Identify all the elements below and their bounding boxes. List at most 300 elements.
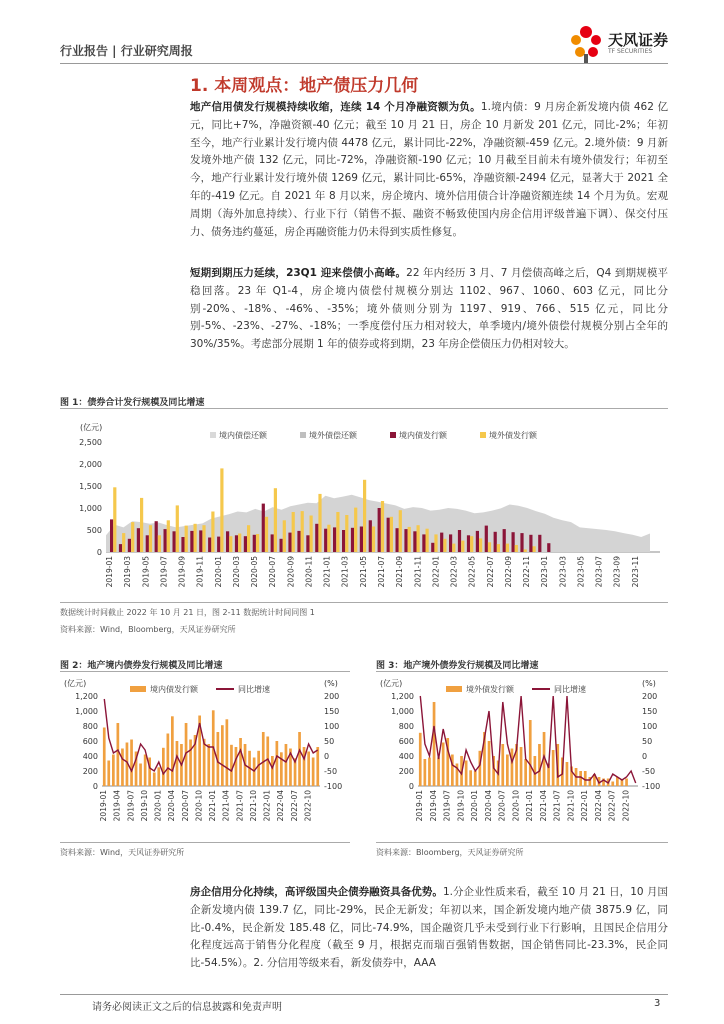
chart1-xtick-label: 2022-03 xyxy=(449,556,459,588)
chart1-overseas-issue-bar xyxy=(506,544,509,552)
chart1-overseas-issue-bar xyxy=(211,512,214,553)
chart2-xtick-label: 2021-07 xyxy=(235,790,245,822)
chart2-issue-bar xyxy=(239,738,242,786)
section-title: 1. 本周观点：地产债压力几何 xyxy=(190,76,419,96)
chart2-xtick-label: 2021-10 xyxy=(248,790,258,822)
chart1-domestic-issue-bar xyxy=(547,543,550,552)
chart3-xtick-label: 2020-07 xyxy=(497,790,507,822)
chart2-ylabel-left: (亿元) xyxy=(64,679,87,688)
chart3-issue-bar xyxy=(611,782,614,787)
chart1-xtick-label: 2023-05 xyxy=(576,556,586,588)
chart1-overseas-issue-bar xyxy=(265,517,268,552)
chart1-overseas-issue-bar xyxy=(167,520,170,552)
chart2-xtick-label: 2019-04 xyxy=(112,790,122,822)
chart3-issue-bar xyxy=(621,780,624,786)
chart3-issue-bar xyxy=(529,720,532,786)
chart1-overseas-issue-bar xyxy=(381,501,384,552)
chart1-overseas-issue-bar xyxy=(301,511,304,552)
chart3-xtick-label: 2022-07 xyxy=(607,790,617,822)
chart3-ytick-right: 0 xyxy=(642,752,648,761)
chart1-xtick-label: 2021-03 xyxy=(340,556,350,588)
chart2-issue-bar xyxy=(139,764,142,787)
chart2-ytick-left: 600 xyxy=(82,737,98,746)
chart1-overseas-issue-bar xyxy=(238,534,241,553)
paragraph-1-lead: 地产信用债发行规模持续收缩，连续 14 个月净融资额为负。 xyxy=(190,101,481,113)
figure-1-top-rule xyxy=(60,408,668,409)
chart1-overseas-issue-bar xyxy=(149,525,152,552)
figure-2-source: 资料来源：Wind，天风证券研究所 xyxy=(60,848,185,857)
chart1-overseas-issue-bar xyxy=(292,512,295,552)
chart3-ytick-left: 1,200 xyxy=(391,692,414,701)
chart3-xtick-label: 2021-04 xyxy=(538,790,548,822)
paragraph-3-lead: 房企信用分化持续，高评级国央企债券融资具备优势。 xyxy=(190,886,443,898)
chart1-domestic-issue-bar xyxy=(253,535,256,552)
chart3-ytick-right: 200 xyxy=(642,692,658,701)
chart1-legend-swatch xyxy=(300,432,306,438)
chart1-legend-label: 境外债偿还额 xyxy=(309,431,357,440)
chart1-domestic-issue-bar xyxy=(146,535,149,552)
chart1-overseas-issue-bar xyxy=(470,536,473,552)
chart1-ytick-label: 2,000 xyxy=(79,460,102,469)
chart1-xtick-label: 2023-03 xyxy=(558,556,568,588)
chart1-domestic-issue-bar xyxy=(520,533,523,552)
chart3-ylabel-right: (%) xyxy=(642,679,656,688)
chart2-issue-bar xyxy=(117,723,120,786)
chart2-issue-bar xyxy=(171,716,174,786)
chart1-overseas-issue-bar xyxy=(479,538,482,552)
chart2-issue-bar xyxy=(189,740,192,787)
chart1-domestic-issue-bar xyxy=(342,530,345,552)
chart2-issue-bar xyxy=(307,752,310,787)
chart2-ytick-left: 800 xyxy=(82,722,98,731)
chart1-xtick-label: 2022-09 xyxy=(503,556,513,588)
chart3-issue-bar xyxy=(424,759,427,786)
chart2-issue-bar xyxy=(257,751,260,786)
chart2-issue-bar xyxy=(144,755,147,787)
chart3-ylabel-left: (亿元) xyxy=(380,679,403,688)
chart1-overseas-issue-bar xyxy=(274,488,277,552)
chart2-ytick-right: 0 xyxy=(324,752,330,761)
chart1-domestic-issue-bar xyxy=(190,531,193,552)
chart3-xtick-label: 2019-04 xyxy=(428,790,438,822)
chart1-legend-label: 境内债发行额 xyxy=(399,431,447,440)
chart2-ytick-right: 200 xyxy=(324,692,340,701)
chart1-domestic-issue-bar xyxy=(494,532,497,552)
figure-3-source: 资料来源：Bloomberg，天风证券研究所 xyxy=(376,848,524,857)
chart1-domestic-issue-bar xyxy=(208,538,211,553)
chart1-xtick-label: 2019-09 xyxy=(177,556,187,588)
chart1-domestic-issue-bar xyxy=(137,528,140,552)
chart2-ytick-left: 1,200 xyxy=(75,692,98,701)
paragraph-2-body: 22 年内经历 3 月、7 月偿债高峰之后，Q4 到期规模平稳回落。23 年 Q1-4，房企境内债偿付规模分别达 1102、967、1060、603 亿元，同比分别-20%、-18%、-46%、-35%；境外债则分别为 1197、919、766、515 亿元，同比分别-5%、-23%、-27%、-18%；一季度偿付压力相对较大，单季境内/境外债偿付规模分别占全年的 30%/35%。考虑部分展期 1 年的债券或将到期，23 年房企偿债压力仍相对较大。 xyxy=(190,267,669,351)
chart3-xtick-label: 2019-01 xyxy=(415,790,424,822)
chart1-domestic-issue-bar xyxy=(110,519,113,552)
footer-divider xyxy=(60,994,668,995)
chart3-xtick-label: 2022-04 xyxy=(593,790,603,822)
chart1-xtick-label: 2019-07 xyxy=(159,556,169,588)
chart2-issue-bar xyxy=(221,725,224,786)
chart1-domestic-issue-bar xyxy=(235,535,238,552)
chart2-issue-bar xyxy=(230,745,233,786)
chart1-xtick-label: 2023-09 xyxy=(612,556,622,588)
chart1-domestic-issue-bar xyxy=(288,533,291,552)
chart1-overseas-issue-bar xyxy=(452,544,455,552)
chart1-domestic-issue-bar xyxy=(512,532,515,552)
chart1-domestic-issue-bar xyxy=(485,526,488,552)
chart1-domestic-issue-bar xyxy=(396,528,399,552)
chart2-issue-bar xyxy=(107,761,110,787)
chart1-domestic-issue-bar xyxy=(467,535,470,552)
chart1-domestic-issue-bar xyxy=(164,529,167,552)
chart1-xtick-label: 2019-11 xyxy=(195,556,205,588)
chart2-issue-bar xyxy=(162,748,165,786)
chart1-ytick-label: 1,000 xyxy=(79,504,102,513)
chart1-xtick-label: 2022-05 xyxy=(467,556,477,588)
chart1-domestic-issue-bar xyxy=(315,524,318,552)
chart3-xtick-label: 2020-10 xyxy=(511,790,521,822)
chart1-overseas-issue-bar xyxy=(426,529,429,552)
chart1-overseas-issue-bar xyxy=(202,525,205,552)
figure-1-bottom-rule xyxy=(60,602,668,603)
chart1-domestic-issue-bar xyxy=(449,534,452,552)
chart2-xtick-label: 2021-04 xyxy=(221,790,231,822)
flower-logo-icon xyxy=(566,22,606,66)
figure-1-title: 图 1：债券合计发行规模及同比增速 xyxy=(60,398,205,408)
chart3-ytick-left: 800 xyxy=(398,722,414,731)
chart1-xtick-label: 2020-01 xyxy=(213,556,223,588)
chart1-overseas-issue-bar xyxy=(372,527,375,553)
chart1-overseas-issue-bar xyxy=(497,544,500,552)
chart1-ytick-label: 500 xyxy=(86,526,102,535)
chart1-domestic-issue-bar xyxy=(128,539,131,552)
chart2-xtick-label: 2022-10 xyxy=(303,790,313,822)
chart1-overseas-issue-bar xyxy=(176,505,179,552)
chart1-domestic-issue-bar xyxy=(280,539,283,552)
chart3-issue-bar xyxy=(428,758,431,787)
chart3-ytick-right: 50 xyxy=(642,737,653,746)
chart1-overseas-issue-bar xyxy=(488,542,491,552)
chart1-domestic-issue-bar xyxy=(119,544,122,552)
chart1-overseas-issue-bar xyxy=(345,515,348,552)
chart3-xtick-label: 2021-10 xyxy=(566,790,576,822)
chart2-ytick-left: 400 xyxy=(82,752,98,761)
chart1-overseas-issue-bar xyxy=(461,541,464,552)
footer-disclaimer: 请务必阅读正文之后的信息披露和免责声明 xyxy=(92,1002,282,1013)
chart1-domestic-issue-bar xyxy=(413,531,416,552)
chart1-domestic-issue-bar xyxy=(181,537,184,552)
chart3-xtick-label: 2022-10 xyxy=(621,790,631,822)
chart1-domestic-issue-bar xyxy=(458,530,461,552)
chart1-legend-swatch xyxy=(480,432,486,438)
chart3-legend-bar-label: 境外债发行额 xyxy=(466,685,514,694)
chart2-issue-bar xyxy=(298,732,301,786)
chart2-issue-bar xyxy=(130,740,133,787)
chart3-xtick-label: 2020-01 xyxy=(470,790,479,822)
chart2-ytick-right: 150 xyxy=(324,707,340,716)
chart1-domestic-issue-bar xyxy=(431,543,434,552)
page-number: 3 xyxy=(654,998,661,1009)
chart1-domestic-issue-bar xyxy=(271,534,274,552)
chart1-domestic-issue-bar xyxy=(422,534,425,552)
chart1-domestic-issue-bar xyxy=(226,531,229,552)
chart1-overseas-issue-bar xyxy=(247,525,250,552)
figure-2-title: 图 2：地产境内债券发行规模及同比增速 xyxy=(60,661,223,671)
chart2-issue-bar xyxy=(112,755,115,787)
chart2-legend-bar-swatch xyxy=(130,686,146,692)
chart1-overseas-issue-bar xyxy=(533,546,536,552)
chart2-issue-bar xyxy=(280,752,283,786)
chart1-ytick-label: 0 xyxy=(96,548,102,557)
chart3-xtick-label: 2022-01 xyxy=(580,790,589,822)
chart3-xtick-label: 2021-07 xyxy=(552,790,562,822)
chart1-ytick-label: 1,500 xyxy=(79,482,102,491)
chart3-issue-bar xyxy=(625,779,628,787)
chart3-issue-bar xyxy=(579,771,582,786)
chart3-ytick-left: 600 xyxy=(398,737,414,746)
chart1-overseas-issue-bar xyxy=(229,536,232,552)
chart2-legend-bar-label: 境内债发行额 xyxy=(150,685,198,694)
chart3-ytick-left: 1,000 xyxy=(391,707,414,716)
chart1-domestic-issue-bar xyxy=(244,536,247,552)
chart1-domestic-issue-bar xyxy=(262,504,265,552)
chart3-ytick-right: -50 xyxy=(642,767,656,776)
figure-3-bottom-rule xyxy=(376,842,668,843)
chart1-xtick-label: 2023-01 xyxy=(540,556,550,588)
chart2-issue-bar xyxy=(235,747,238,786)
chart1-domestic-issue-bar xyxy=(199,530,202,552)
chart2-issue-bar xyxy=(276,741,279,786)
chart1-domestic-issue-bar xyxy=(297,531,300,552)
chart2-ytick-left: 200 xyxy=(82,767,98,776)
chart2-issue-bar xyxy=(271,756,274,786)
chart2-xtick-label: 2019-07 xyxy=(126,790,136,822)
chart1-overseas-issue-bar xyxy=(390,517,393,552)
chart1-legend-label: 境内债偿还额 xyxy=(219,431,267,440)
chart1-overseas-issue-bar xyxy=(354,508,357,552)
chart1-overseas-issue-bar xyxy=(434,534,437,552)
figure-2-bottom-rule xyxy=(60,842,350,843)
chart2-ytick-left: 1,000 xyxy=(75,707,98,716)
figure-1-source: 资料来源：Wind，Bloomberg，天风证券研究所 xyxy=(60,625,236,634)
chart1-domestic-issue-bar xyxy=(155,521,158,552)
chart1-domestic-issue-bar xyxy=(217,537,220,552)
chart3-ytick-left: 400 xyxy=(398,752,414,761)
chart2-issue-bar xyxy=(303,747,306,786)
report-header: 行业报告 | 行业研究周报 xyxy=(60,44,193,58)
chart1-xtick-label: 2019-05 xyxy=(141,556,151,588)
figure-2-top-rule xyxy=(60,671,350,672)
chart3-issue-bar xyxy=(442,743,445,787)
chart3-issue-bar xyxy=(584,771,587,786)
chart1-domestic-issue-bar xyxy=(351,528,354,552)
chart1-xtick-label: 2023-11 xyxy=(630,556,640,588)
chart3-issue-bar xyxy=(474,771,477,786)
chart2-issue-bar xyxy=(176,741,179,786)
chart1-legend-swatch xyxy=(390,432,396,438)
chart3-issue-bar xyxy=(437,758,440,787)
figure-3-top-rule xyxy=(376,671,668,672)
chart1-domestic-issue-bar xyxy=(333,527,336,552)
chart3-issue-bar xyxy=(552,750,555,786)
chart1-domestic-issue-bar xyxy=(369,520,372,552)
chart3-xtick-label: 2019-07 xyxy=(442,790,452,822)
figure-1-note: 数据统计时间截止 2022 年 10 月 21 日，图 2-11 数据统计时间同图 1 xyxy=(60,608,315,617)
chart1-xtick-label: 2021-05 xyxy=(358,556,368,588)
chart1-domestic-issue-bar xyxy=(503,529,506,552)
chart3-issue-bar xyxy=(520,747,523,786)
chart1-xtick-label: 2022-01 xyxy=(431,556,441,588)
chart1-domestic-issue-bar xyxy=(378,508,381,552)
chart2-legend-line-label: 同比增速 xyxy=(238,685,270,694)
chart1-domestic-issue-bar xyxy=(529,535,532,552)
chart2-issue-bar xyxy=(121,749,124,787)
paragraph-2 xyxy=(190,265,668,354)
chart2-issue-bar xyxy=(312,758,315,787)
chart1-domestic-issue-bar xyxy=(360,527,363,553)
chart2-ytick-right: 50 xyxy=(324,737,335,746)
chart1-overseas-issue-bar xyxy=(113,487,116,552)
chart2-ytick-right: -100 xyxy=(324,782,343,791)
logo-name: 天风证券 xyxy=(608,31,669,49)
chart1-overseas-issue-bar xyxy=(327,525,330,552)
chart1-overseas-issue-bar xyxy=(524,549,527,552)
chart1-overseas-issue-bar xyxy=(443,539,446,552)
chart2-xtick-label: 2022-04 xyxy=(276,790,286,822)
chart1-overseas-issue-bar xyxy=(515,545,518,552)
chart1-xtick-label: 2020-11 xyxy=(304,556,314,588)
chart1-overseas-issue-bar xyxy=(417,525,420,552)
chart3-issue-bar xyxy=(566,762,569,786)
chart1-domestic-issue-bar xyxy=(306,535,309,552)
chart1-xtick-label: 2019-03 xyxy=(123,556,133,588)
header-divider xyxy=(60,63,668,64)
chart1-xtick-label: 2021-09 xyxy=(395,556,405,588)
logo-subtitle: TF SECURITIES xyxy=(608,48,653,55)
chart2-ytick-right: -50 xyxy=(324,767,338,776)
chart1-domestic-issue-bar xyxy=(387,518,390,552)
chart2-xtick-label: 2019-10 xyxy=(139,790,149,822)
chart1-xtick-label: 2020-09 xyxy=(286,556,296,588)
chart3-issue-bar xyxy=(433,702,436,786)
chart3-issue-bar xyxy=(511,749,514,787)
chart2-xtick-label: 2020-01 xyxy=(153,790,163,822)
figure-2-chart xyxy=(60,674,350,838)
chart1-domestic-issue-bar xyxy=(476,531,479,552)
chart1-overseas-issue-bar xyxy=(122,533,125,552)
chart3-issue-bar xyxy=(538,744,541,786)
chart1-ylabel: (亿元) xyxy=(80,423,103,432)
chart2-xtick-label: 2022-01 xyxy=(262,790,272,822)
chart2-xtick-label: 2020-10 xyxy=(194,790,204,822)
chart3-issue-bar xyxy=(501,744,504,786)
chart1-domestic-issue-bar xyxy=(440,533,443,552)
chart3-issue-bar xyxy=(524,759,527,786)
chart1-overseas-issue-bar xyxy=(408,527,411,552)
chart3-issue-bar xyxy=(451,755,454,787)
chart1-overseas-issue-bar xyxy=(363,480,366,552)
chart1-domestic-issue-bar xyxy=(173,531,176,552)
chart1-xtick-label: 2019-01 xyxy=(105,556,114,588)
chart3-ytick-right: -100 xyxy=(642,782,661,791)
brand-logo xyxy=(566,22,676,66)
chart1-overseas-issue-bar xyxy=(185,526,188,552)
chart1-xtick-label: 2023-07 xyxy=(594,556,604,588)
chart3-xtick-label: 2020-04 xyxy=(483,790,493,822)
chart1-domestic-issue-bar xyxy=(324,529,327,552)
chart3-xtick-label: 2021-01 xyxy=(525,790,534,822)
chart3-issue-bar xyxy=(419,733,422,786)
chart2-ytick-left: 0 xyxy=(92,782,98,791)
paragraph-3 xyxy=(190,884,668,973)
chart1-domestic-issue-bar xyxy=(538,535,541,552)
chart2-issue-bar xyxy=(262,732,265,786)
chart1-xtick-label: 2021-01 xyxy=(322,556,332,588)
chart2-issue-bar xyxy=(226,719,229,786)
chart3-issue-bar xyxy=(506,755,509,787)
chart3-ytick-right: 150 xyxy=(642,707,658,716)
chart3-legend-line-label: 同比增速 xyxy=(554,685,586,694)
paragraph-3-body: 1.分企业性质来看，截至 10 月 21 日，10 月国企新发境内债 139.7 亿，同比-29%，民企无新发；年初以来，国企新发境内地产债 3875.9 亿，同比-0.4%，民企新发 185.48 亿，同比-74.9%，国企融资几乎未受到行业下行影响，且国民企信用分化程度远高于销售分化程度（截至 9 月，根据克而瑞百强销售数据，国企销售同比-23.3%，民企同比-54.5%）。2. 分信用等级来看，新发债券中，AAA xyxy=(190,886,669,970)
chart1-legend-swatch xyxy=(210,432,216,438)
chart1-ytick-label: 2,500 xyxy=(79,438,102,447)
chart3-legend-bar-swatch xyxy=(446,686,462,692)
figure-3-title: 图 3：地产境外债券发行规模及同比增速 xyxy=(376,661,539,671)
chart2-xtick-label: 2021-01 xyxy=(208,790,217,822)
chart2-issue-bar xyxy=(167,734,170,787)
chart2-xtick-label: 2022-07 xyxy=(289,790,299,822)
chart1-xtick-label: 2020-03 xyxy=(231,556,241,588)
chart2-xtick-label: 2020-04 xyxy=(167,790,177,822)
chart1-xtick-label: 2021-07 xyxy=(377,556,386,588)
chart2-issue-bar xyxy=(203,739,206,786)
figure-1-chart xyxy=(60,412,668,600)
chart3-ytick-left: 0 xyxy=(408,782,414,791)
chart3-issue-bar xyxy=(465,761,468,787)
chart1-overseas-issue-bar xyxy=(220,468,223,552)
chart1-overseas-issue-bar xyxy=(194,524,197,552)
paragraph-1-body: 1.境内债：9 月房企新发境内债 462 亿元，同比+7%，净融资额-40 亿元；截至 10 月 21 日，房企 10 月新发 201 亿元，同比-2%；年初至今，地产行业累计发行境内债 4478 亿元，累计同比-22%，净融资额-459 亿元。2.境外债：9 月新发境外地产债 132 亿元，同比-72%，净融资额-190 亿元；10 月截至目前未有境外债发行；年初至今，地产行业累计发行境外债 1269 亿元，累计同比-65%，净融资额-2494 亿元，显著大于 2021 全年的-419 亿元。自 2021 年 8 月以来，房企境内、境外信用债合计净融资额连续 14 个月为负。宏观周期（海外加息持续）、行业下行（销售不振、融资不畅致使国内房企信用评级普遍下调）、保交付压力、债务违约蔓延，房企再融资能力仍未得到实质性修复。 xyxy=(190,101,668,238)
chart1-xtick-label: 2021-11 xyxy=(413,556,423,588)
chart2-issue-bar xyxy=(153,773,156,787)
chart1-overseas-issue-bar xyxy=(318,494,321,552)
chart1-overseas-issue-bar xyxy=(283,520,286,552)
paragraph-1 xyxy=(190,99,668,241)
chart2-issue-bar xyxy=(157,767,160,786)
chart2-issue-bar xyxy=(316,747,319,786)
chart3-ytick-right: 100 xyxy=(642,722,658,731)
chart1-overseas-issue-bar xyxy=(158,535,161,552)
chart3-issue-bar xyxy=(469,770,472,786)
chart2-xtick-label: 2020-07 xyxy=(180,790,190,822)
chart1-xtick-label: 2020-07 xyxy=(268,556,278,588)
chart1-overseas-issue-bar xyxy=(310,516,313,553)
paragraph-2-lead: 短期到期压力延续，23Q1 迎来偿债小高峰。 xyxy=(190,267,407,279)
chart1-overseas-issue-bar xyxy=(256,534,259,552)
chart3-issue-bar xyxy=(488,741,491,786)
chart1-xtick-label: 2020-05 xyxy=(250,556,260,588)
chart2-issue-bar xyxy=(285,744,288,786)
chart1-overseas-issue-bar xyxy=(336,512,339,552)
chart2-issue-bar xyxy=(207,744,210,786)
chart3-ytick-left: 200 xyxy=(398,767,414,776)
chart1-xtick-label: 2022-07 xyxy=(485,556,495,588)
figure-3-chart xyxy=(376,674,668,838)
chart2-xtick-label: 2019-01 xyxy=(99,790,108,822)
chart3-xtick-label: 2019-10 xyxy=(456,790,466,822)
chart2-issue-bar xyxy=(103,728,106,787)
chart1-overseas-issue-bar xyxy=(399,510,402,552)
chart2-ylabel-right: (%) xyxy=(324,679,338,688)
